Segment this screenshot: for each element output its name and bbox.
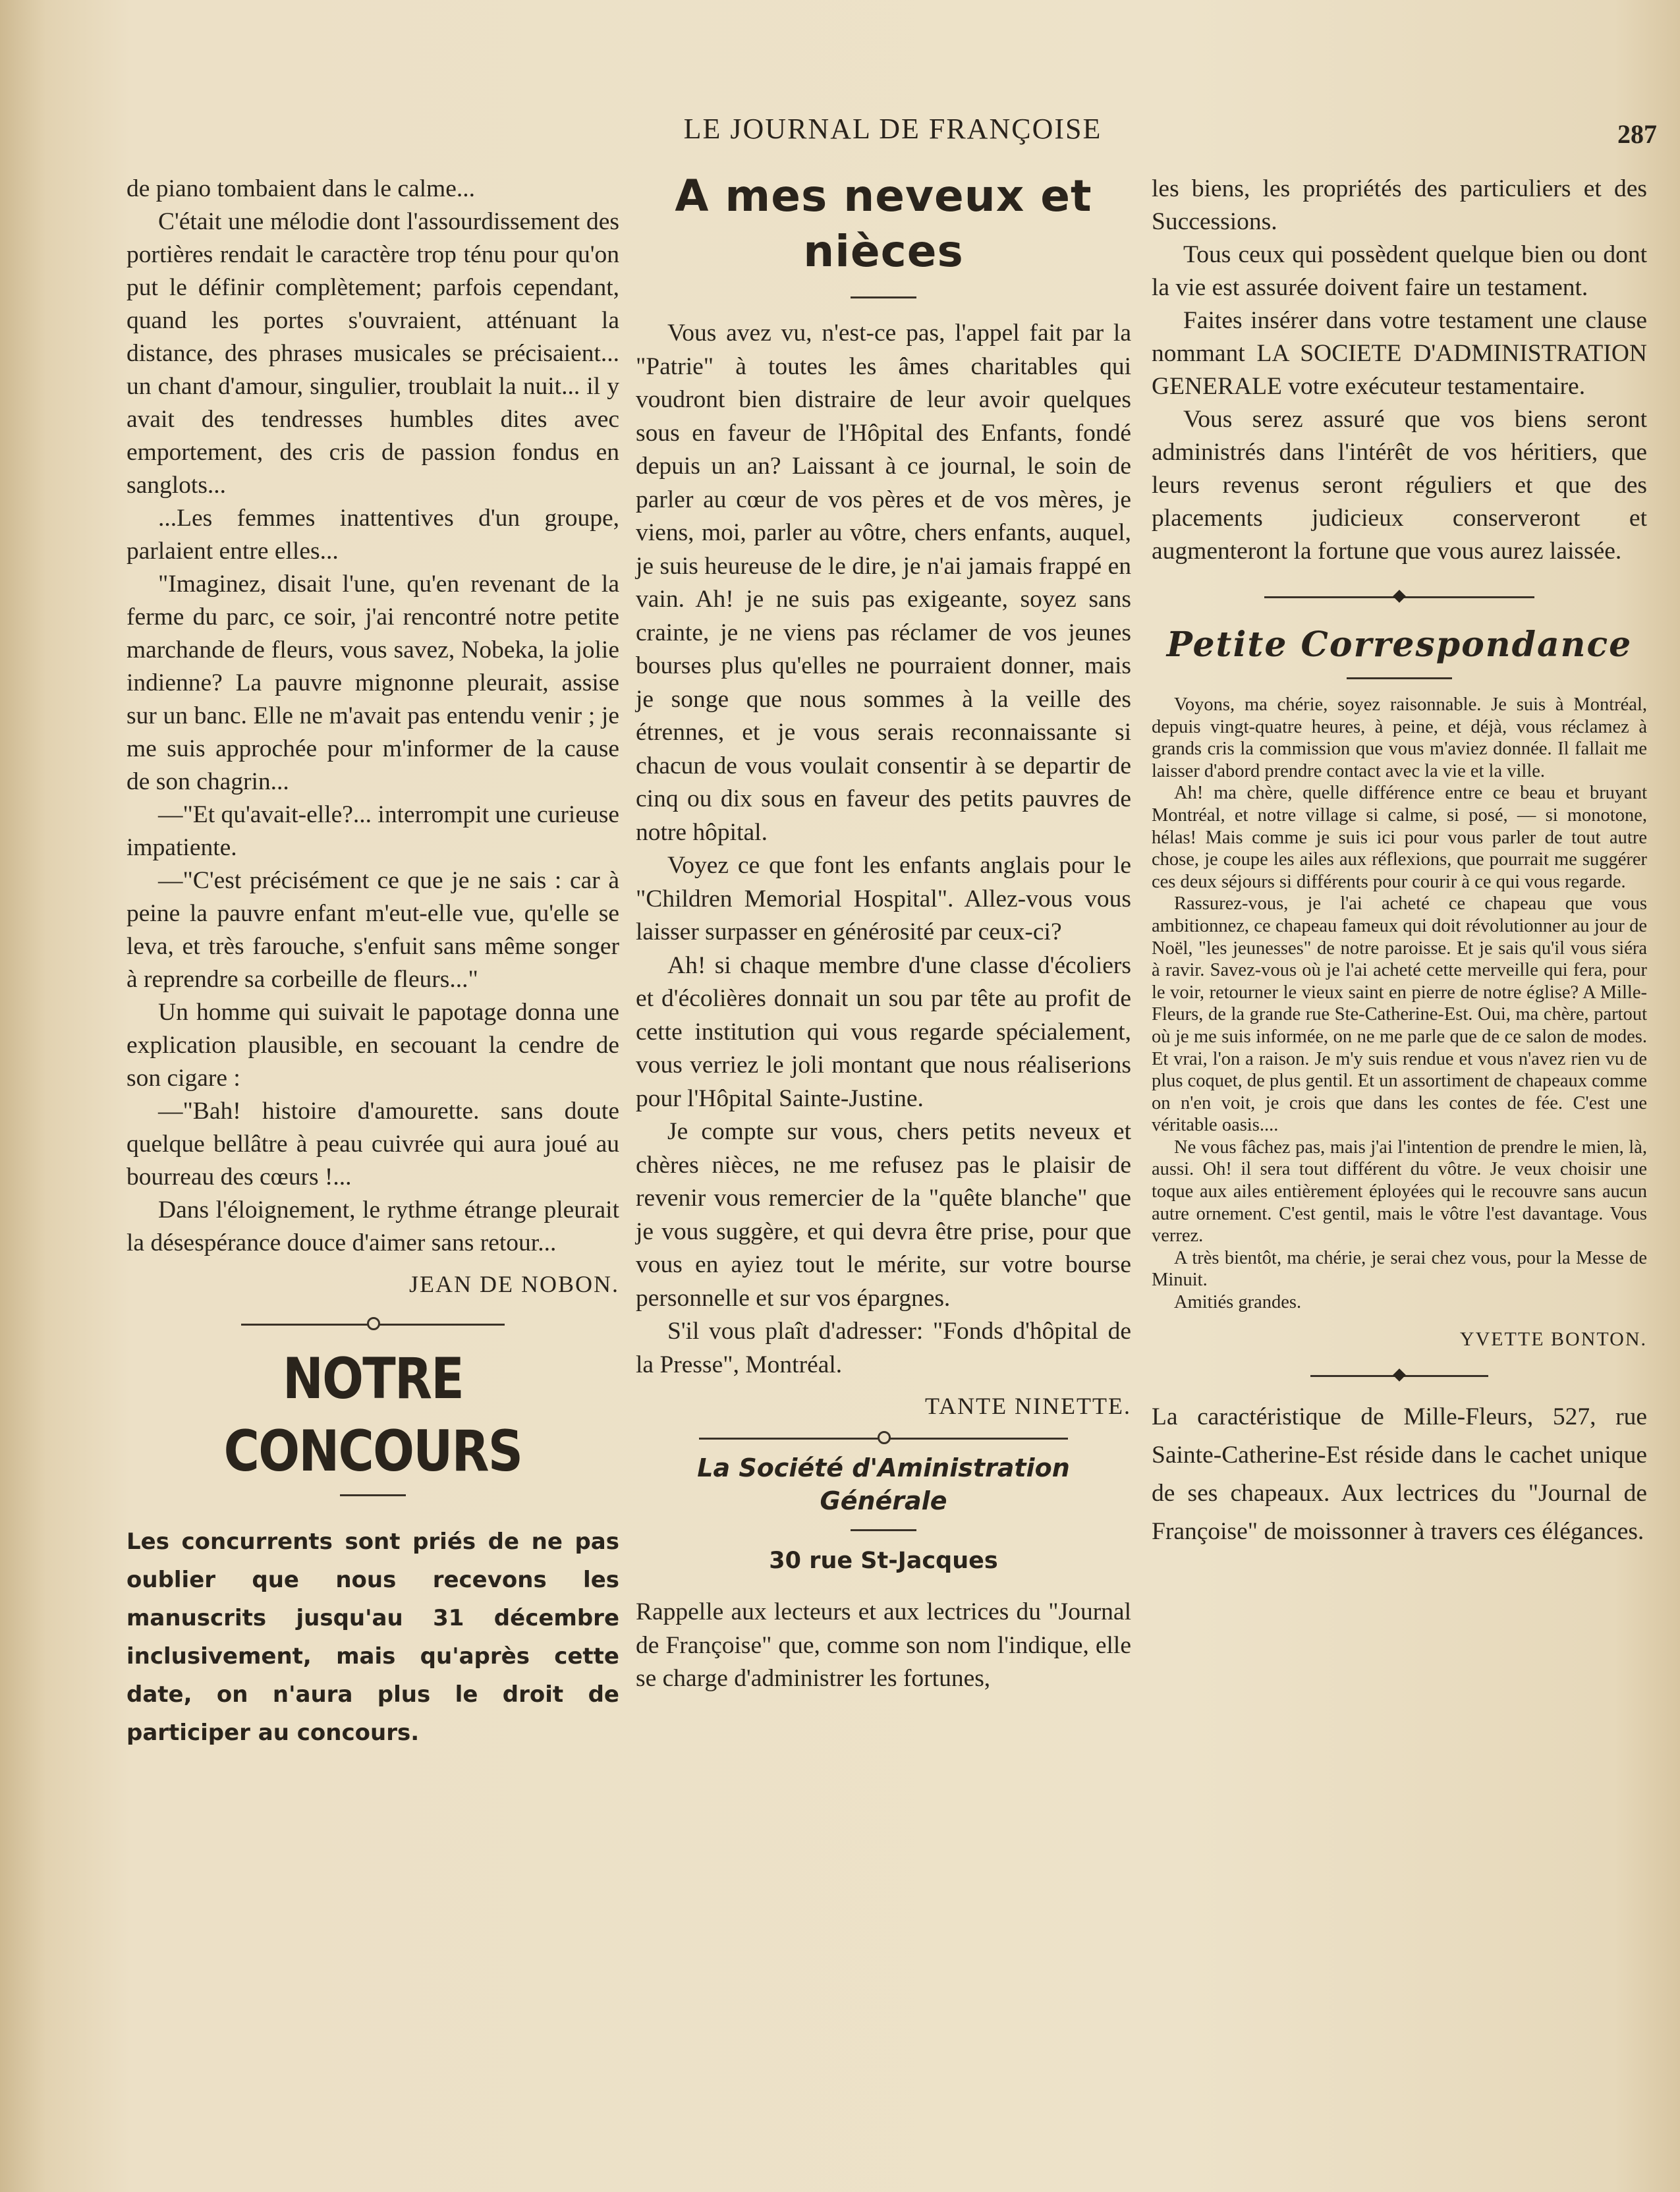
paragraph: Dans l'éloignement, le rythme étrange pleurait la désespérance douce d'aimer sans retour... (126, 1196, 619, 1256)
paragraph: Voyez ce que font les enfants anglais pour le "Children Memorial Hospital". Allez-vous vous laisser surpasser en générosité par ceux-ci? (636, 852, 1131, 945)
paragraph: Rappelle aux lecteurs et aux lectrices du "Journal de Françoise" que, comme son nom l'indique, elle se charge d'administrer les fortunes, (636, 1598, 1131, 1692)
paragraph: Ah! si chaque membre d'une classe d'écoliers et d'écolières donnait un sou par tête au profit de cette institution qui vous regarde spécialement, vous verriez le joli montant que nous réaliserions pour l'Hôpital Sainte-Justine. (636, 951, 1131, 1112)
short-rule (851, 296, 916, 298)
paragraph: A très bientôt, ma chérie, je serai chez vous, pour la Messe de Minuit. (1152, 1247, 1647, 1291)
paragraph: Je compte sur vous, chers petits neveux et chères nièces, ne me refusez pas le plaisir de revenir vous remercier de la "quête blanche" que je vous suggère, et qui devra être prise, pour que vous en ayiez tout le mérite, sur votre bourse personnelle et sur vos épargnes. (636, 1118, 1131, 1312)
society-address: 30 rue St-Jacques (769, 1548, 998, 1574)
circle-ornament-icon (367, 1317, 380, 1330)
circle-ornament-icon (878, 1431, 891, 1444)
paragraph: Rassurez-vous, je l'ai acheté ce chapeau que vous ambitionnez, ce chapeau fameux qui doit révolutionner au jour de Noël, "les jeunesses" de notre paroisse. Et je sais qu'il vous siéra à ravir. Savez-vous où je l'ai acheté cette merveille qui fera, pour le voir, retourner le vieux saint en pierre de notre église? A Mille-Fleurs, de la grande rue Ste-Catherine-Est. Oui, ma chère, partout où je me suis informée, on ne me parle que de ce salon de modes. Et vrai, l'on a raison. Je m'y suis rendue et vous n'avez rien vu de plus coquet, de plus gentil. Et un assortiment de chapeaux comme on n'en voit, je crois que dans les contes de fée. C'est une véritable oasis.... (1152, 893, 1647, 1136)
paragraph: "Imaginez, disait l'une, qu'en revenant de la ferme du parc, ce soir, j'ai rencontré notre petite marchande de fleurs, vous savez, Nobeka, la jolie indienne? La pauvre mignonne pleurait, assise sur un banc. Elle ne m'avait pas entendu venir ; je me suis approchée pour m'informer de la cause de son chagrin... (126, 571, 619, 795)
author-signature: YVETTE BONTON. (1459, 1328, 1647, 1350)
contest-text: Les concurrents sont priés de ne pas oublier que nous recevons les manuscrits jusqu'au 31 décembre inclusivement, mais qu'après cette date, on n'aura plus le droit de participer au concours. (126, 1529, 619, 1746)
paragraph: Vous serez assuré que vos biens seront administrés dans l'intérêt de vos héritiers, que leurs revenus seront réguliers et que des placements judicieux conserveront et augmenteront la fortune que vous aurez laissée. (1152, 406, 1647, 565)
paragraph: les biens, les propriétés des particuliers et des Successions. (1152, 175, 1647, 235)
paragraph: S'il vous plaît d'adresser: "Fonds d'hôpital de la Presse", Montréal. (636, 1318, 1131, 1378)
paragraph: C'était une mélodie dont l'assourdissement des portières rendait le caractère trop ténu pour qu'on put le définir complètement; parfois cependant, quand les portes s'ouvraient, atténuant la distance, des phrases musicales se précisaient... un chant d'amour, singulier, troublait la nuit... il y avait des tendresses humbles dites avec emportement, des cris de passion fondus en sanglots... (126, 208, 619, 499)
column-1 (126, 173, 619, 1752)
short-rule (851, 1529, 916, 1531)
section-divider (1310, 1369, 1488, 1382)
paragraph: Ne vous fâchez pas, mais j'ai l'intention de prendre le mien, là, aussi. Oh! il sera tout différent du vôtre. Je veux choisir une toque aux ailes entièrement éployées qui le recouvre sans aucun autre ornement. C'est gentil, mais le vôtre l'est davantage. Vous verrez. (1152, 1137, 1647, 1247)
correspondence-text (1152, 694, 1647, 1314)
paragraph: —"Et qu'avait-elle?... interrompit une curieuse impatiente. (126, 801, 619, 861)
short-rule (1347, 677, 1452, 679)
paragraph: Tous ceux qui possèdent quelque bien ou dont la vie est assurée doivent faire un testament. (1152, 241, 1647, 301)
paragraph: Vous avez vu, n'est-ce pas, l'appel fait par la "Patrie" à toutes les âmes charitables qui voudront bien distraire de leur avoir quelques sous en faveur de l'Hôpital des Enfants, fondé depuis un an? Laissant à ce journal, le soin de parler au cœur de vos pères et de vos mères, je viens, moi, parler au vôtre, chers enfants, auquel, je suis heureuse de le dire, je n'ai jamais frappé en vain. Ah! je ne suis pas exigeante, soyez sans crainte, je ne viens pas réclamer de vos jeunes bourses plus qu'elles ne pourraient donner, mais je songe que nous sommes à la veille des étrennes, et je vous serais reconnaissante si chacun de vous voulait consentir à se departir de cinq ou dix sous en faveur des petits pauvres de notre hôpital. (636, 320, 1131, 846)
society-title: La Société d'Aministration Générale (697, 1453, 1070, 1515)
paragraph: La caractéristique de Mille-Fleurs, 527, rue Sainte-Catherine-Est réside dans le cachet unique de ses chapeaux. Aux lectrices du "Journal de Françoise" de moissonner à travers ces élégances. (1152, 1403, 1647, 1545)
section-divider (699, 1432, 1068, 1445)
paragraph: de piano tombaient dans le calme... (126, 175, 475, 202)
section-divider (1264, 590, 1534, 604)
diamond-ornament-icon (1393, 1368, 1406, 1382)
paragraph: Amitiés grandes. (1174, 1292, 1302, 1313)
paragraph: Voyons, ma chérie, soyez raisonnable. Je suis à Montréal, depuis vingt-quatre heures, à peine, et déjà, vous réclamez à grands cris la commission que vous m'aviez donnée. Il fallait me laisser d'abord prendre contact avec la vie et la ville. (1152, 694, 1647, 781)
paragraph: —"Bah! histoire d'amourette. sans doute quelque bellâtre à peau cuivrée qui aura joué au bourreau des cœurs !... (126, 1098, 619, 1191)
paragraph: ...Les femmes inattentives d'un groupe, parlaient entre elles... (126, 505, 619, 565)
section-divider (241, 1318, 505, 1331)
column-2 (636, 173, 1131, 1696)
author-signature: TANTE NINETTE. (924, 1393, 1131, 1419)
running-header: LE JOURNAL DE FRANÇOISE (683, 113, 1102, 145)
paragraph: Faites insérer dans votre testament une clause nommant LA SOCIETE D'ADMINISTRATION GENERALE votre exécuteur testamentaire. (1152, 307, 1647, 400)
contest-title: NOTRE CONCOURS (223, 1346, 522, 1484)
advertisement (1152, 1398, 1647, 1551)
page-number: 287 (1617, 119, 1657, 149)
paragraph: Ah! ma chère, quelle différence entre ce beau et bruyant Montréal, et notre village si calme, si posé, — si monotone, hélas! Mais comme je suis ici pour vous parler de tout autre chose, je coupe les ailes aux réflexions, que pourrait me suggérer ces deux séjours si différents pour courir à ce qui vous regarde. (1152, 783, 1647, 892)
short-rule (340, 1494, 406, 1496)
diamond-ornament-icon (1393, 590, 1406, 603)
author-signature: JEAN DE NOBON. (409, 1271, 619, 1297)
correspondence-title: Petite Correspondance (1166, 625, 1633, 665)
paragraph: Un homme qui suivait le papotage donna une explication plausible, en secouant la cendre de son cigare : (126, 999, 619, 1092)
paragraph: —"C'est précisément ce que je ne sais : car à peine la pauvre enfant m'eut-elle vue, qu'elle se leva, et très farouche, s'enfuit sans même songer à reprendre sa corbeille de fleurs..." (126, 867, 619, 993)
article-title: A mes neveux et nièces (675, 171, 1092, 277)
column-3 (1152, 173, 1647, 1551)
